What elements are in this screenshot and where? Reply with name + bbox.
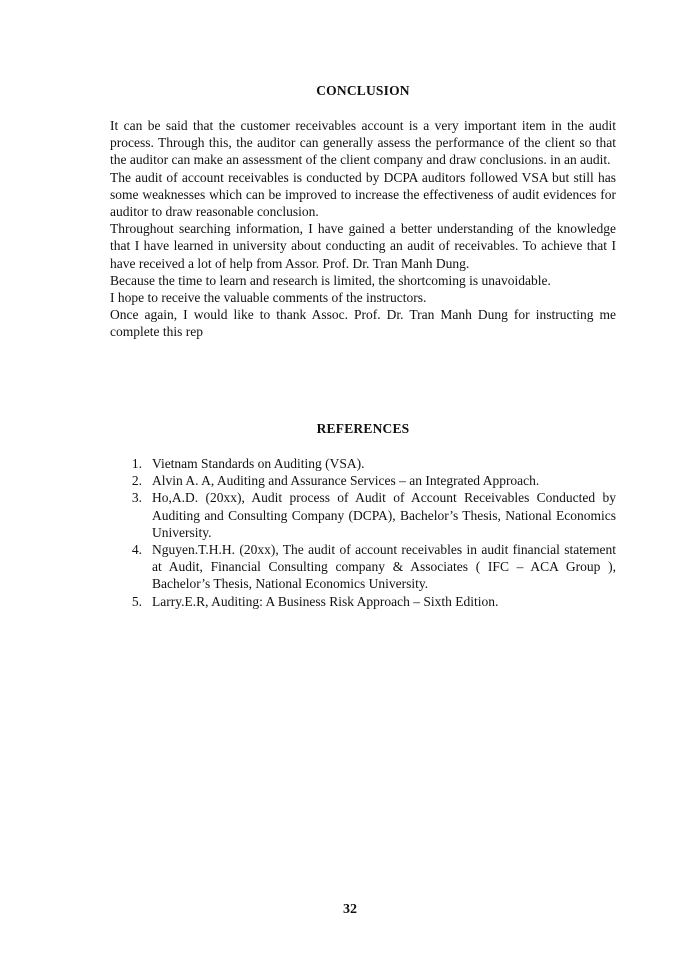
conclusion-heading: CONCLUSION: [316, 83, 410, 98]
reference-item: [110, 541, 616, 593]
page-number: 32: [343, 902, 357, 917]
reference-number: 3.: [131, 490, 142, 506]
conclusion-paragraph: Throughout searching information, I have gained a better understanding of the knowledge that I have learned in university about conducting an audit of receivables. To achieve that I have received a lot of help from Assor. Prof. Dr. Tran Manh Dung.: [110, 221, 616, 271]
conclusion-paragraph: I hope to receive the valuable comments of the instructors.: [110, 290, 427, 306]
conclusion-paragraph: The audit of account receivables is conducted by DCPA auditors followed VSA but still has some weaknesses which can be improved to increase the effectiveness of audit evidences for auditor to draw reasonable conclusion.: [110, 169, 616, 220]
reference-text: Alvin A. A, Auditing and Assurance Services – an Integrated Approach.: [152, 473, 540, 489]
reference-number: 2.: [131, 473, 142, 489]
reference-text: Vietnam Standards on Auditing (VSA).: [152, 456, 365, 471]
conclusion-paragraph: Once again, I would like to thank Assoc. Prof. Dr. Tran Manh Dung for instructing me complete this rep: [110, 307, 616, 340]
conclusion-paragraph: It can be said that the customer receivables account is a very important item in the audit process. Through this, the auditor can generally assess the performance of the client so that the auditor can make an assessment of the client company and draw conclusions. in an audit.: [110, 118, 616, 168]
conclusion-body: [110, 117, 616, 341]
conclusion-paragraph: Because the time to learn and research is limited, the shortcoming is unavoidable.: [110, 272, 551, 288]
reference-item: [110, 593, 616, 610]
reference-item: [110, 455, 616, 472]
reference-text: Ho,A.D. (20xx), Audit process of Audit of Account Receivables Conducted by Auditing and Consulting Company (DCPA), Bachelor’s Thesis, National Economics University.: [152, 490, 616, 540]
reference-text: Larry.E.R, Auditing: A Business Risk Approach – Sixth Edition.: [152, 593, 499, 609]
reference-text: Nguyen.T.H.H. (20xx), The audit of account receivables in audit financial statement at Audit, Financial Consulting company & Associates ( IFC – ACA Group ), Bachelor’s Thesis, National Economics University.: [152, 542, 616, 592]
references-list: [110, 455, 616, 610]
reference-number: 4.: [131, 542, 142, 558]
reference-number: 5.: [131, 593, 142, 609]
reference-item: [110, 489, 616, 541]
references-heading: REFERENCES: [316, 421, 410, 436]
reference-item: [110, 472, 616, 489]
reference-number: 1.: [131, 456, 142, 471]
